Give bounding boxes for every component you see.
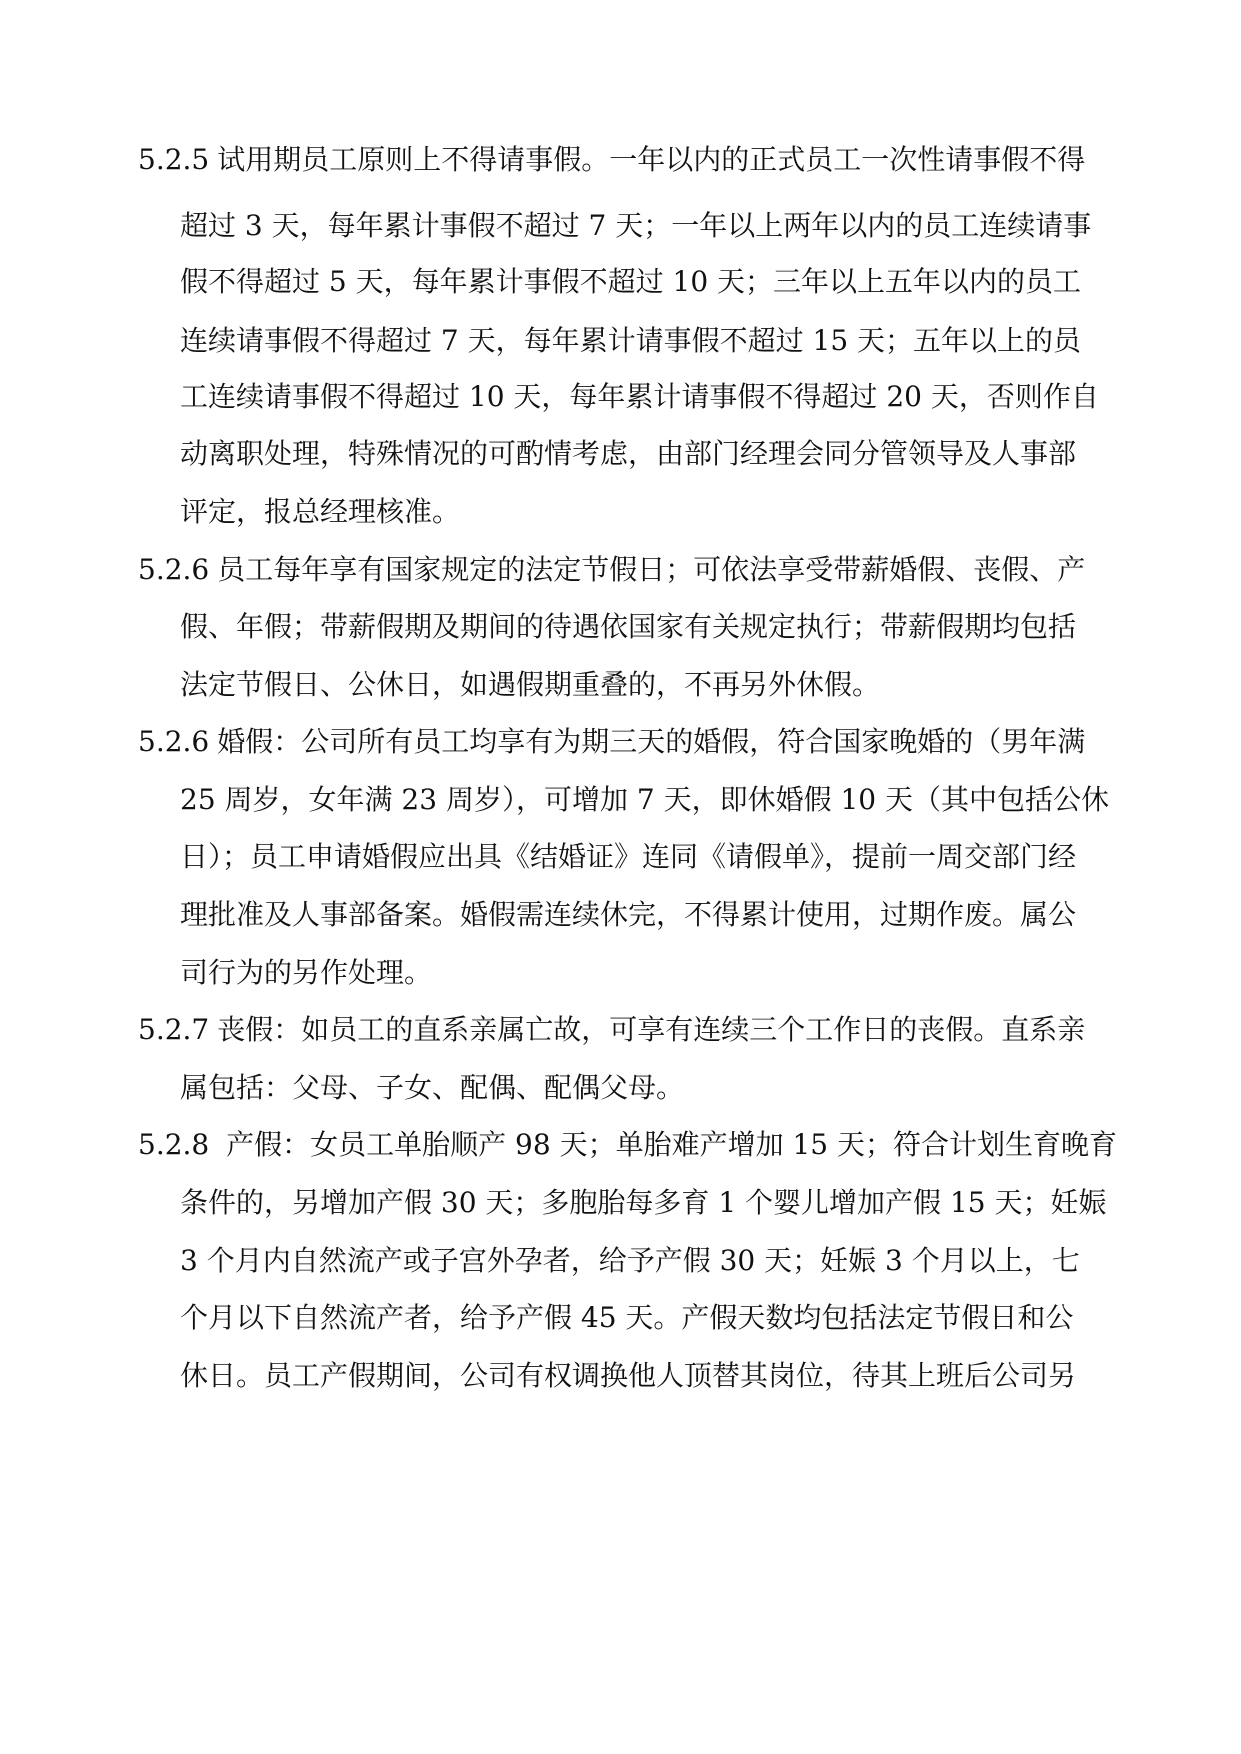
- paragraph-5-2-6b-line-1: [138, 709, 1085, 775]
- paragraph-5-2-5-line-6: 动离职处理，特殊情况的可酌情考虑，由部门经理会同分管领导及人事部: [180, 437, 1077, 470]
- paragraph-5-2-6b-line-4: 理批准及人事部备案。婚假需连续休完，不得累计使用，过期作废。属公: [180, 898, 1077, 931]
- line-text: 产假：女员工单胎顺产 98 天；单胎难产增加 15 天；符合计划生育晚育: [217, 1128, 1118, 1161]
- line-text: 婚假：公司所有员工均享有为期三天的婚假，符合国家晚婚的（男年满: [217, 725, 1086, 758]
- paragraph-5-2-5-line-5: 工连续请事假不得超过 10 天，每年累计请事假不得超过 20 天，否则作自: [180, 380, 1099, 413]
- line-text: 员工每年享有国家规定的法定节假日；可依法享受带薪婚假、丧假、产: [217, 553, 1086, 586]
- paragraph-5-2-6b-line-3: 日）；员工申请婚假应出具《结婚证》连同《请假单》，提前一周交部门经: [180, 840, 1077, 873]
- paragraph-number: 5.2.7: [138, 1013, 210, 1046]
- paragraph-5-2-6a-line-2: 假、年假；带薪假期及期间的待遇依国家有关规定执行；带薪假期均包括: [180, 610, 1077, 643]
- paragraph-5-2-8-line-4: 个月以下自然流产者，给予产假 45 天。产假天数均包括法定节假日和公: [180, 1301, 1074, 1334]
- paragraph-5-2-6a-line-3: 法定节假日、公休日，如遇假期重叠的，不再另外休假。: [180, 668, 881, 701]
- paragraph-5-2-8-line-3: 3 个月内自然流产或子宫外孕者，给予产假 30 天；妊娠 3 个月以上，七: [180, 1244, 1080, 1277]
- line-text: 丧假：如员工的直系亲属亡故，可享有连续三个工作日的丧假。直系亲: [217, 1013, 1086, 1046]
- paragraph-5-2-6b-line-2: 25 周岁，女年满 23 周岁），可增加 7 天，即休婚假 10 天（其中包括公休: [180, 783, 1110, 816]
- paragraph-number: 5.2.8: [138, 1128, 210, 1161]
- paragraph-5-2-8-line-5: 休日。员工产假期间，公司有权调换他人顶替其岗位，待其上班后公司另: [180, 1359, 1077, 1392]
- paragraph-5-2-5-line-4: 连续请事假不得超过 7 天，每年累计请事假不超过 15 天；五年以上的员: [180, 324, 1082, 357]
- paragraph-5-2-7-line-1: [138, 997, 1085, 1063]
- paragraph-5-2-8-line-2: 条件的，另增加产假 30 天；多胞胎每多育 1 个婴儿增加产假 15 天；妊娠: [180, 1186, 1107, 1219]
- paragraph-5-2-5-line-7: 评定，报总经理核准。: [180, 495, 461, 528]
- paragraph-number: 5.2.5: [138, 143, 210, 176]
- paragraph-5-2-6b-line-5: 司行为的另作处理。: [180, 956, 433, 989]
- paragraph-number: 5.2.6: [138, 553, 210, 586]
- paragraph-5-2-7-line-2: 属包括：父母、子女、配偶、配偶父母。: [180, 1071, 685, 1104]
- line-text: 试用期员工原则上不得请事假。一年以内的正式员工一次性请事假不得: [217, 143, 1086, 176]
- paragraph-5-2-8-line-1: [138, 1112, 1117, 1178]
- paragraph-number: 5.2.6: [138, 725, 210, 758]
- paragraph-5-2-5-line-3: 假不得超过 5 天，每年累计事假不超过 10 天；三年以上五年以内的员工: [180, 265, 1082, 298]
- paragraph-5-2-5-line-1: [138, 127, 1085, 193]
- paragraph-5-2-5-line-2: 超过 3 天，每年累计事假不超过 7 天；一年以上两年以内的员工连续请事: [180, 209, 1092, 242]
